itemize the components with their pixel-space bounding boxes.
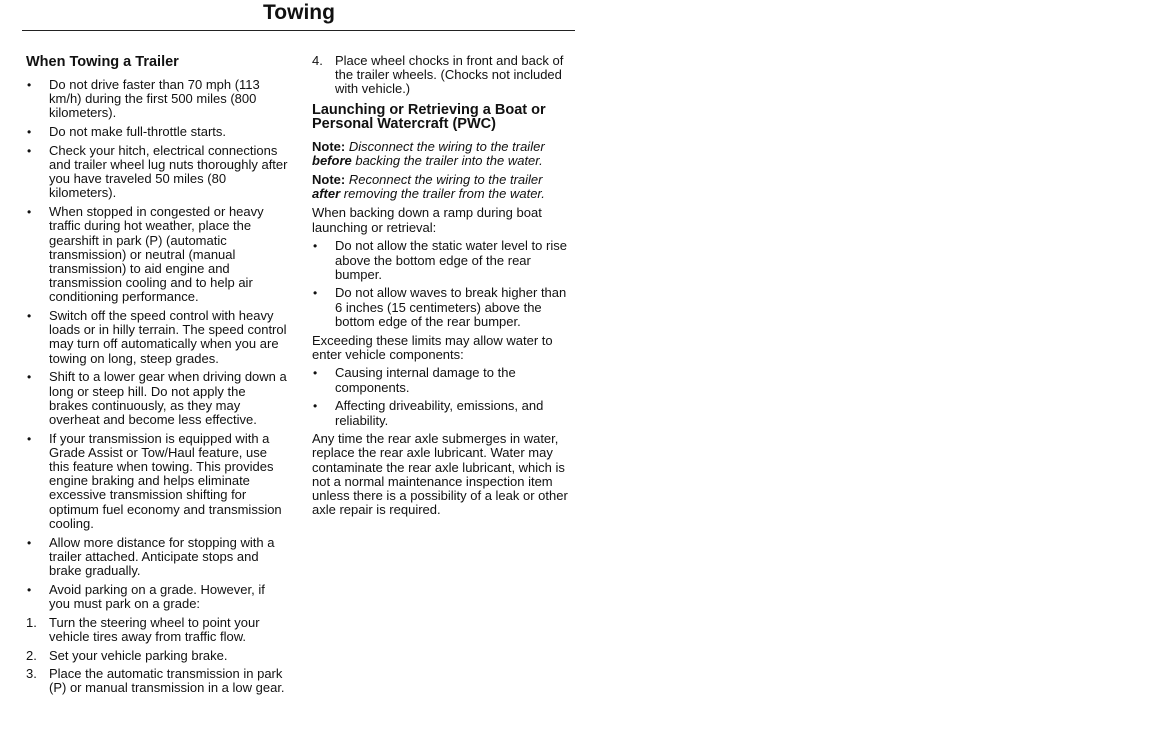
bullet-marker: • bbox=[27, 431, 32, 446]
bullet-marker: • bbox=[313, 239, 318, 254]
list-item bbox=[26, 583, 288, 611]
list-item-text: Do not allow waves to break higher than 6 inches (15 centimeters) above the bottom edge of the rear bumper. bbox=[335, 285, 567, 329]
bullet-marker: • bbox=[27, 143, 32, 158]
list-item-text: Do not drive faster than 70 mph (113 km/h) during the first 500 miles (800 kilometers). bbox=[49, 77, 260, 121]
bullet-marker: • bbox=[313, 399, 318, 414]
bullet-marker: • bbox=[313, 366, 318, 381]
title-divider bbox=[22, 30, 575, 31]
list-item-text: Do not make full-throttle starts. bbox=[49, 124, 227, 140]
step-item bbox=[26, 616, 288, 644]
list-item-text: Do not allow the static water level to rise above the bottom edge of the rear bumper. bbox=[335, 238, 567, 282]
list-item-text: Check your hitch, electrical connections and trailer wheel lug nuts thoroughly after you have traveled 50 miles (80 kilometers). bbox=[49, 142, 288, 201]
list-item-text: Affecting driveability, emissions, and reliability. bbox=[335, 398, 544, 428]
step-number: 1. bbox=[26, 614, 37, 630]
note-reconnect-wiring bbox=[312, 173, 574, 201]
list-item bbox=[312, 286, 574, 329]
list-item bbox=[312, 399, 574, 427]
bullet-marker: • bbox=[27, 205, 32, 220]
bullet-marker: • bbox=[27, 309, 32, 324]
note-emphasis: before bbox=[312, 152, 352, 168]
list-item bbox=[26, 432, 288, 531]
note-label: Note: bbox=[312, 138, 346, 154]
list-item-text: If your transmission is equipped with a Grade Assist or Tow/Haul feature, use this feature when towing. This provides engine braking and helps eliminate excessive transmission shifting for optimum fuel economy and transmission cooling. bbox=[49, 430, 282, 531]
step-item bbox=[26, 649, 288, 663]
step-item bbox=[312, 54, 574, 97]
list-item-text: Allow more distance for stopping with a trailer attached. Anticipate stops and brake gradually. bbox=[49, 534, 275, 578]
list-item bbox=[26, 205, 288, 304]
list-item bbox=[26, 125, 288, 139]
note-emphasis: after bbox=[312, 186, 341, 202]
towing-tips-list bbox=[26, 78, 288, 611]
list-item bbox=[312, 366, 574, 394]
page-title: Towing bbox=[263, 1, 335, 24]
step-number: 3. bbox=[26, 666, 37, 682]
note-text: backing the trailer into the water. bbox=[351, 152, 543, 168]
list-item-text: Causing internal damage to the components. bbox=[335, 365, 516, 395]
parking-steps-continued-list bbox=[312, 54, 574, 97]
note-label: Note: bbox=[312, 172, 346, 188]
bullet-marker: • bbox=[27, 370, 32, 385]
note-text: removing the trailer from the water. bbox=[340, 186, 545, 202]
paragraph-limits: Exceeding these limits may allow water to enter vehicle components: bbox=[312, 332, 553, 362]
list-item bbox=[312, 239, 574, 282]
list-item bbox=[26, 536, 288, 579]
right-column bbox=[312, 54, 574, 522]
bullet-marker: • bbox=[27, 582, 32, 597]
bullet-marker: • bbox=[313, 286, 318, 301]
note-disconnect-wiring bbox=[312, 140, 574, 168]
note-text: Disconnect the wiring to the trailer bbox=[345, 138, 545, 154]
list-item bbox=[26, 309, 288, 366]
list-item-text: Shift to a lower gear when driving down a long or steep hill. Do not apply the brakes continuously, as they may overheat and become less effective. bbox=[49, 369, 287, 427]
bullet-marker: • bbox=[27, 125, 32, 140]
paragraph-axle-lubricant: Any time the rear axle submerges in water, replace the rear axle lubricant. Water may contaminate the rear axle lubricant, which is not a normal maintenance inspection item unless there is a possibility of a leak or other axle repair is required. bbox=[312, 431, 568, 518]
paragraph-ramp-intro: When backing down a ramp during boat launching or retrieval: bbox=[312, 205, 542, 235]
step-text: Place the automatic transmission in park (P) or manual transmission in a low gear. bbox=[49, 666, 285, 696]
list-item bbox=[26, 78, 288, 121]
section-heading-boat-launching: Launching or Retrieving a Boat or Personal Watercraft (PWC) bbox=[312, 101, 546, 133]
list-item bbox=[26, 144, 288, 201]
parking-steps-list bbox=[26, 616, 288, 696]
step-text: Turn the steering wheel to point your vehicle tires away from traffic flow. bbox=[49, 614, 260, 644]
step-text: Set your vehicle parking brake. bbox=[49, 647, 228, 663]
list-item bbox=[26, 370, 288, 427]
step-number: 4. bbox=[312, 53, 323, 68]
list-item-text: Avoid parking on a grade. However, if you must park on a grade: bbox=[49, 581, 265, 611]
step-item bbox=[26, 667, 288, 695]
water-level-list bbox=[312, 239, 574, 329]
left-column bbox=[26, 54, 288, 700]
section-heading-towing-trailer: When Towing a Trailer bbox=[26, 54, 179, 70]
list-item-text: Switch off the speed control with heavy loads or in hilly terrain. The speed control may turn off automatically when you are towing on long, steep grades. bbox=[49, 308, 287, 366]
note-text: Reconnect the wiring to the trailer bbox=[345, 172, 543, 188]
list-item-text: When stopped in congested or heavy traffic during hot weather, place the gearshift in park (P) (automatic transmission) or neutral (manual transmission) to aid engine and transmission cooling and to help air conditioning performance. bbox=[49, 204, 264, 305]
bullet-marker: • bbox=[27, 535, 32, 550]
step-number: 2. bbox=[26, 647, 37, 663]
step-text: Place wheel chocks in front and back of the trailer wheels. (Chocks not included with vehicle.) bbox=[335, 53, 564, 97]
bullet-marker: • bbox=[27, 78, 32, 92]
consequences-list bbox=[312, 366, 574, 427]
